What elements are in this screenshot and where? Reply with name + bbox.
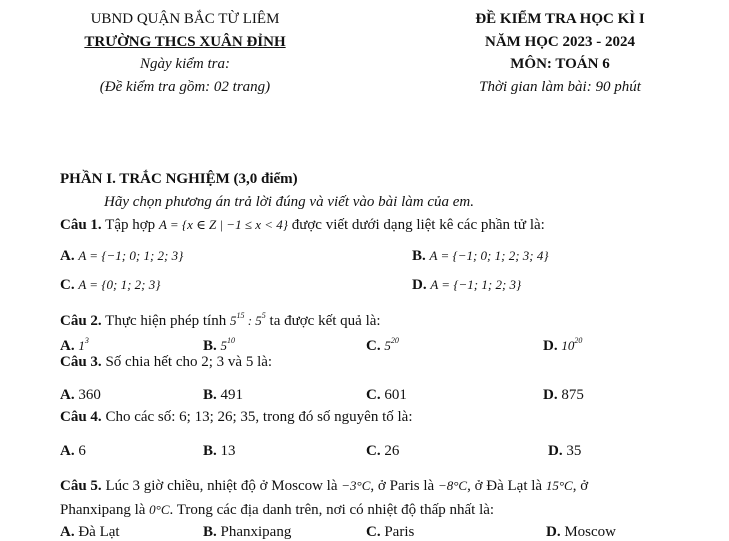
option-text: 13: [220, 443, 236, 459]
page-count-note: (Đề kiểm tra gồm: 02 trang): [99, 79, 271, 95]
option-letter: B.: [203, 338, 217, 354]
question-2-option-c: [366, 332, 399, 355]
question-5-label: Câu 5.: [60, 478, 102, 494]
option-text: Moscow: [564, 524, 617, 540]
subject: MÔN: TOÁN 6: [510, 56, 610, 72]
option-text: $5^{20}$: [384, 336, 399, 353]
option-text: $10^{20}$: [561, 336, 583, 353]
option-letter: D.: [412, 277, 427, 293]
section-instruction: Hãy chọn phương án trả lời đúng và viết vào bài làm của em.: [104, 194, 474, 210]
question-3-text: Số chia hết cho 2; 3 và 5 là:: [105, 354, 273, 370]
question-1-text-after: được viết dưới dạng liệt kê các phần tử là:: [291, 217, 545, 233]
district-name: UBND QUẬN BẮC TỪ LIÊM: [90, 11, 280, 27]
option-text: 360: [78, 387, 101, 403]
question-5-option-a: [60, 523, 120, 541]
question-3: [60, 353, 272, 371]
option-text: Đà Lạt: [78, 524, 120, 540]
section-title: PHẦN I. TRẮC NGHIỆM (3,0 điểm): [60, 171, 298, 187]
option-letter: B.: [412, 248, 426, 264]
option-text: A = {−1; 0; 1; 2; 3}: [78, 248, 184, 263]
question-2-text-before: Thực hiện phép tính: [105, 313, 227, 329]
option-text: 26: [384, 443, 400, 459]
option-letter: A.: [60, 387, 75, 403]
exam-title: ĐỀ KIỂM TRA HỌC KÌ I: [475, 11, 645, 27]
option-text: A = {−1; 1; 2; 3}: [430, 277, 522, 292]
school-year: NĂM HỌC 2023 - 2024: [485, 34, 635, 50]
option-letter: A.: [60, 443, 75, 459]
option-letter: D.: [543, 387, 558, 403]
option-letter: A.: [60, 248, 75, 264]
option-letter: D.: [548, 443, 563, 459]
temperature-paris: −8°C: [437, 478, 468, 493]
question-3-option-d: [543, 386, 584, 404]
option-text: 6: [78, 443, 86, 459]
option-letter: C.: [366, 387, 381, 403]
option-text: Paris: [384, 524, 415, 540]
option-letter: B.: [203, 524, 217, 540]
temperature-phanxipang: 0°C: [149, 502, 170, 517]
option-text: $5^{10}$: [220, 336, 236, 353]
question-4-label: Câu 4.: [60, 409, 102, 425]
question-4-option-b: [203, 442, 236, 460]
option-text: A = {0; 1; 2; 3}: [78, 277, 161, 292]
option-letter: C.: [366, 338, 381, 354]
question-1-option-d: [412, 276, 521, 294]
option-text: $1^3$: [78, 336, 89, 353]
question-4-option-d: [548, 442, 581, 460]
option-text: 875: [561, 387, 584, 403]
question-3-option-c: [366, 386, 407, 404]
question-1-option-a: [60, 247, 183, 265]
question-5-option-c: [366, 523, 414, 541]
question-5-option-d: [546, 523, 616, 541]
question-2: [60, 307, 381, 330]
question-1-label: Câu 1.: [60, 217, 102, 233]
question-2-text-after: ta được kết quả là:: [269, 313, 381, 329]
question-1: [60, 216, 545, 234]
question-1-option-b: [412, 247, 549, 265]
time-allowed: Thời gian làm bài: 90 phút: [479, 79, 641, 95]
option-letter: C.: [60, 277, 75, 293]
option-text: Phanxipang: [220, 524, 292, 540]
exam-date-label: Ngày kiểm tra:: [140, 56, 230, 72]
option-letter: C.: [366, 524, 381, 540]
question-1-option-c: [60, 276, 160, 294]
question-1-set: A = {x ∈ Z | −1 ≤ x < 4}: [158, 217, 288, 232]
option-text: 601: [384, 387, 407, 403]
option-text: 491: [220, 387, 244, 403]
option-letter: A.: [60, 338, 75, 354]
question-3-option-a: [60, 386, 101, 404]
option-letter: B.: [203, 387, 217, 403]
question-4-text: Cho các số: 6; 13; 26; 35, trong đó số nguyên tố là:: [105, 409, 413, 425]
temperature-dalat: 15°C: [545, 478, 573, 493]
question-2-option-a: [60, 332, 89, 355]
option-letter: B.: [203, 443, 217, 459]
option-text: 35: [566, 443, 582, 459]
temperature-moscow: −3°C: [341, 478, 371, 493]
question-3-option-b: [203, 386, 243, 404]
question-5-option-b: [203, 523, 291, 541]
option-letter: D.: [546, 524, 561, 540]
question-5-line-1: Câu 5. Lúc 3 giờ chiều, nhiệt độ ở Moscow là −3°C, ở Paris là −8°C, ở Đà Lạt là 15°C, ở: [60, 478, 589, 494]
question-3-label: Câu 3.: [60, 354, 102, 370]
option-letter: A.: [60, 524, 75, 540]
option-letter: D.: [543, 338, 558, 354]
question-4-option-c: [366, 442, 399, 460]
question-4: [60, 408, 413, 426]
school-name: [60, 33, 310, 51]
question-5-line-2: Phanxipang là 0°C. Trong các địa danh trên, nơi có nhiệt độ thấp nhất là:: [60, 502, 495, 518]
option-letter: C.: [366, 443, 381, 459]
question-1-text-before: Tập hợp: [105, 217, 156, 233]
question-4-option-a: [60, 442, 86, 460]
question-2-expression: $5^{15}$ : $5^5$: [229, 311, 266, 328]
school-name-text: TRƯỜNG THCS XUÂN ĐỈNH: [84, 34, 286, 50]
question-2-option-d: [543, 332, 582, 355]
question-2-option-b: [203, 332, 235, 355]
option-text: A = {−1; 0; 1; 2; 3; 4}: [429, 248, 549, 263]
question-2-label: Câu 2.: [60, 313, 102, 329]
